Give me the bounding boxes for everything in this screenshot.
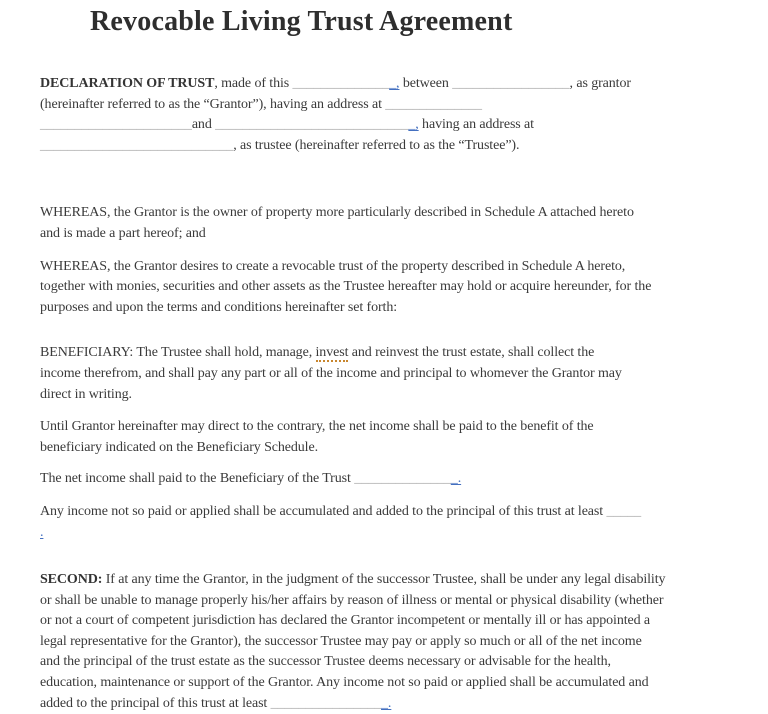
text-run: The net income shall paid to the Beneficiary of the Trust bbox=[40, 471, 355, 487]
bold-label: SECOND: bbox=[40, 572, 103, 588]
text-run: purposes and upon the terms and conditions hereinafter set forth: bbox=[40, 299, 398, 315]
text-run: (hereinafter referred to as the “Grantor”), having an address at bbox=[40, 96, 386, 112]
text-line bbox=[40, 277, 748, 298]
document-title: Revocable Living Trust Agreement bbox=[90, 6, 513, 37]
text-run: , as trustee (hereinafter referred to as the “Trustee”). bbox=[233, 137, 520, 153]
revision-mark: . bbox=[40, 524, 44, 540]
text-run: WHEREAS, the Grantor desires to create a revocable trust of the property described in Schedule A hereto, bbox=[40, 258, 626, 274]
until-grantor bbox=[40, 417, 748, 458]
beneficiary bbox=[40, 343, 748, 405]
text-run: between bbox=[399, 76, 453, 91]
text-line bbox=[40, 469, 748, 490]
text-line bbox=[40, 136, 748, 157]
text-run: together with monies, securities and other assets as the Trustee hereafter may hold or acquire hereunder, for the bbox=[40, 279, 652, 295]
text-line bbox=[40, 652, 748, 673]
text-line bbox=[40, 523, 748, 544]
blank-field[interactable]: ______________ bbox=[292, 76, 390, 91]
whereas-owner bbox=[40, 203, 748, 244]
text-line bbox=[40, 611, 748, 632]
text-line bbox=[40, 224, 748, 245]
revision-mark: _. bbox=[450, 471, 462, 487]
text-line bbox=[40, 673, 748, 694]
text-line bbox=[40, 694, 748, 714]
second-clause bbox=[40, 570, 748, 714]
text-run: , made of this bbox=[214, 76, 293, 91]
text-line bbox=[40, 115, 748, 136]
document-body bbox=[40, 74, 748, 714]
text-run: Until Grantor hereinafter may direct to the contrary, the net income shall be paid to the benefit of the bbox=[40, 419, 594, 435]
text-line bbox=[40, 343, 748, 364]
blank-field[interactable]: ____________________________ bbox=[215, 117, 409, 133]
text-run: BENEFICIARY: The Trustee shall hold, manage, bbox=[40, 345, 316, 361]
text-run: education, maintenance or support of the Grantor. Any income not so paid or applied shall be accumulated and bbox=[40, 675, 649, 691]
text-line bbox=[40, 257, 748, 278]
revision-mark: _, bbox=[389, 76, 400, 91]
text-run: legal representative for the Grantor), the successor Trustee may pay or apply so much or all of the net income bbox=[40, 633, 642, 649]
text-run: and reinvest the trust estate, shall collect the bbox=[348, 345, 595, 361]
text-line bbox=[40, 591, 748, 612]
text-run: Any income not so paid or applied shall be accumulated and added to the principal of this trust at least bbox=[40, 503, 607, 519]
net-income bbox=[40, 469, 748, 490]
accumulated-income bbox=[40, 502, 748, 543]
text-run: beneficiary indicated on the Beneficiary Schedule. bbox=[40, 439, 318, 455]
text-run: or not a court of competent jurisdiction has declared the Grantor incompetent or mentally ill or has appointed a bbox=[40, 613, 651, 629]
text-run: income therefrom, and shall pay any part or all of the income and principal to whomever the Grantor may bbox=[40, 365, 622, 381]
text-run: having an address at bbox=[418, 117, 534, 133]
text-run: or shall be unable to manage properly his/her affairs by reason of illness or mental or physical disability (whether bbox=[40, 592, 664, 608]
text-run: and bbox=[191, 117, 216, 133]
text-line bbox=[40, 298, 748, 319]
text-run: If at any time the Grantor, in the judgment of the successor Trustee, shall be under any legal disability bbox=[102, 572, 666, 588]
declaration bbox=[40, 74, 748, 156]
text-line bbox=[40, 95, 748, 116]
blank-field[interactable]: ______________ bbox=[354, 471, 451, 487]
text-run: and the principal of the trust estate as the successor Trustee deems necessary or advisable for the health, bbox=[40, 654, 611, 670]
blank-field[interactable]: ______________ bbox=[385, 96, 482, 112]
text-line bbox=[40, 570, 748, 591]
revision-mark: _. bbox=[381, 695, 392, 711]
text-line bbox=[40, 438, 748, 459]
misspelled-word: invest bbox=[315, 345, 349, 361]
text-line bbox=[40, 74, 748, 95]
blank-field[interactable]: ____________________________ bbox=[40, 137, 234, 153]
text-line bbox=[40, 385, 748, 406]
blank-field[interactable]: _________________ bbox=[452, 76, 570, 91]
text-run: , as grantor bbox=[569, 76, 631, 91]
blank-field[interactable]: _____ bbox=[606, 503, 641, 519]
bold-label: DECLARATION OF TRUST bbox=[40, 76, 215, 91]
text-run: WHEREAS, the Grantor is the owner of property more particularly described in Schedule A attached hereto bbox=[40, 205, 634, 221]
text-line bbox=[40, 632, 748, 653]
text-run: and is made a part hereof; and bbox=[40, 225, 206, 241]
text-line bbox=[40, 364, 748, 385]
text-line bbox=[40, 417, 748, 438]
blank-field[interactable]: ________________ bbox=[270, 695, 382, 711]
blank-field[interactable]: ______________________ bbox=[40, 117, 192, 133]
text-run: added to the principal of this trust at least bbox=[40, 695, 271, 711]
revision-mark: _, bbox=[408, 117, 419, 133]
text-run: direct in writing. bbox=[40, 386, 132, 402]
whereas-desires bbox=[40, 257, 748, 319]
text-line bbox=[40, 203, 748, 224]
text-line bbox=[40, 502, 748, 523]
